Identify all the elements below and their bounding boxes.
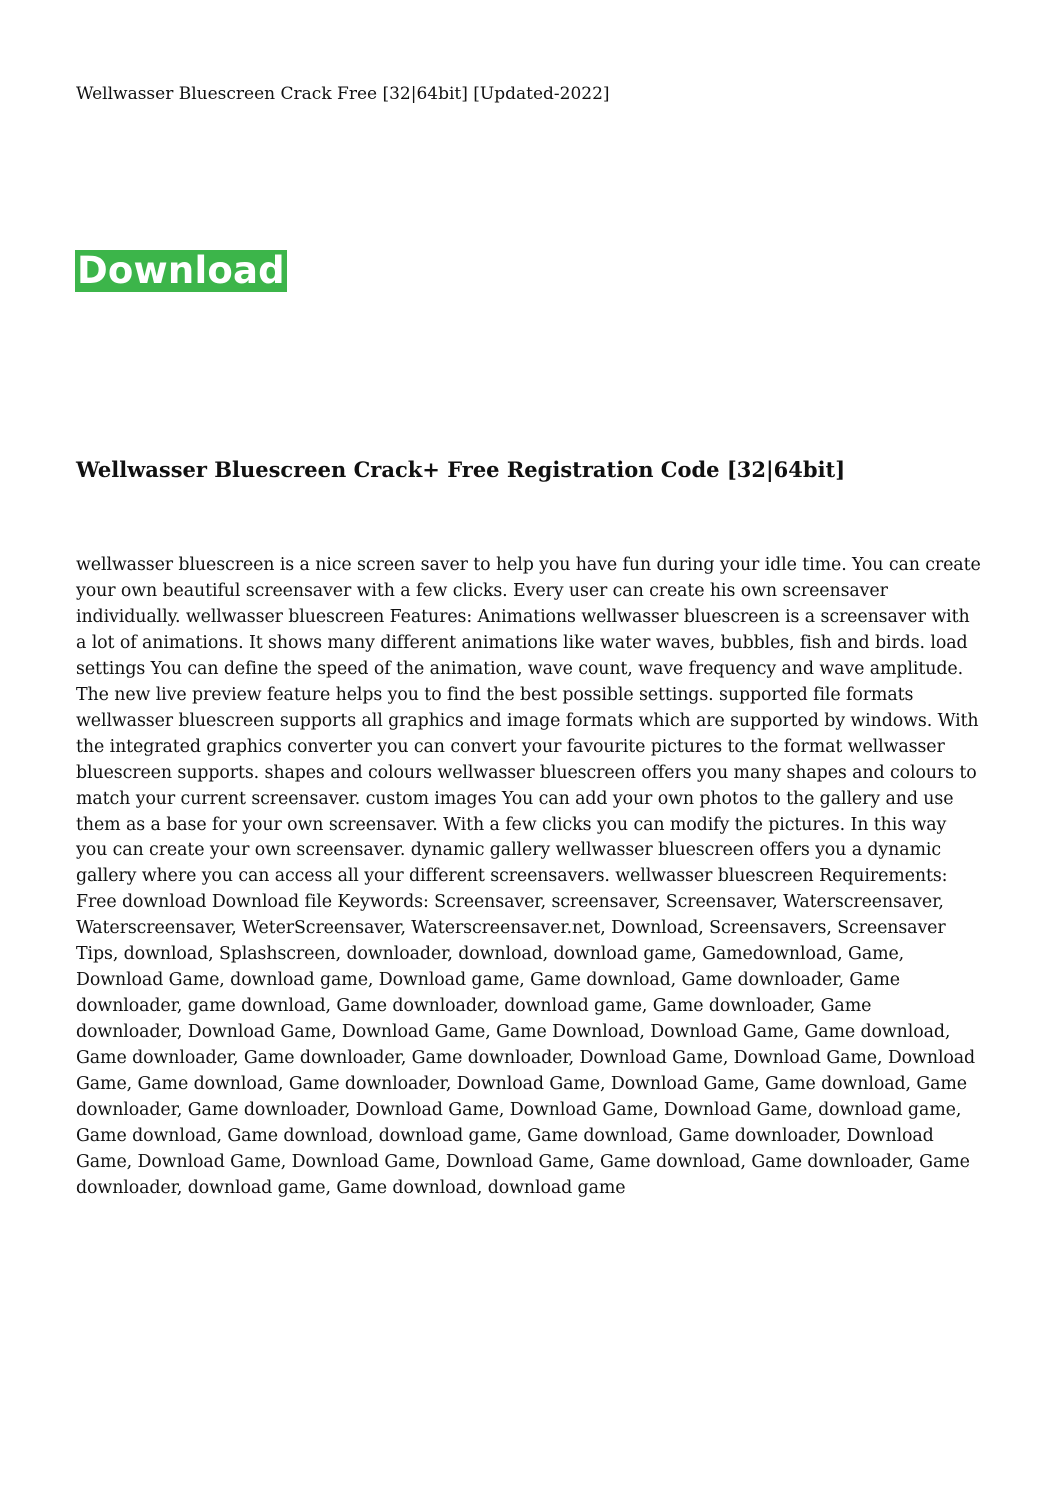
body-paragraph: wellwasser bluescreen is a nice screen saver to help you have fun during your idle time. You can create your own beautiful screensaver with a few clicks. Every user can create his own screensaver individually. wellwasser bluescreen Features: Animations wellwasser bluescreen is a screensaver with a lot of animations. It shows many different animations like water waves, bubbles, fish and birds. load settings You can define the speed of the animation, wave count, wave frequency and wave amplitude. The new live preview feature helps you to find the best possible settings. supported file formats wellwasser bluescreen supports all graphics and image formats which are supported by windows. With the integrated graphics converter you can convert your favourite pictures to the format wellwasser bluescreen supports. shapes and colours wellwasser bluescreen offers you many shapes and colours to match your current screensaver. custom images You can add your own photos to the gallery and use them as a base for your own screensaver. With a few clicks you can modify the pictures. In this way you can create your own screensaver. dynamic gallery wellwasser bluescreen offers you a dynamic gallery where you can access all your different screensavers. wellwasser bluescreen Requirements: Free download Download file Keywords: Screensaver, screensaver, Screensaver, Waterscreensaver, Waterscreensaver, WeterScreensaver, Waterscreensaver.net, Download, Screensavers, Screensaver Tips, download, Splashscreen, downloader, download, download game, Gamedownload, Game, Download Game, download game, Download game, Game download, Game downloader, Game downloader, game download, Game downloader, download game, Game downloader, Game downloader, Download Game, Download Game, Game Download, Download Game, Game download, Game downloader, Game downloader, Game downloader, Download Game, Download Game, Download Game, Game download, Game downloader, Download Game, Download Game, Game download, Game downloader, Game downloader, Download Game, Download Game, Download Game, download game, Game download, Game download, download game, Game download, Game downloader, Download Game, Download Game, Download Game, Download Game, Game download, Game downloader, Game downloader, download game, Game download, download game: [76, 555, 981, 1198]
download-button[interactable]: Download: [77, 249, 285, 292]
document-title: Wellwasser Bluescreen Crack Free [32|64bit] [Updated-2022]: [76, 84, 610, 104]
section-heading: Wellwasser Bluescreen Crack+ Free Registration Code [32|64bit]: [76, 457, 846, 482]
